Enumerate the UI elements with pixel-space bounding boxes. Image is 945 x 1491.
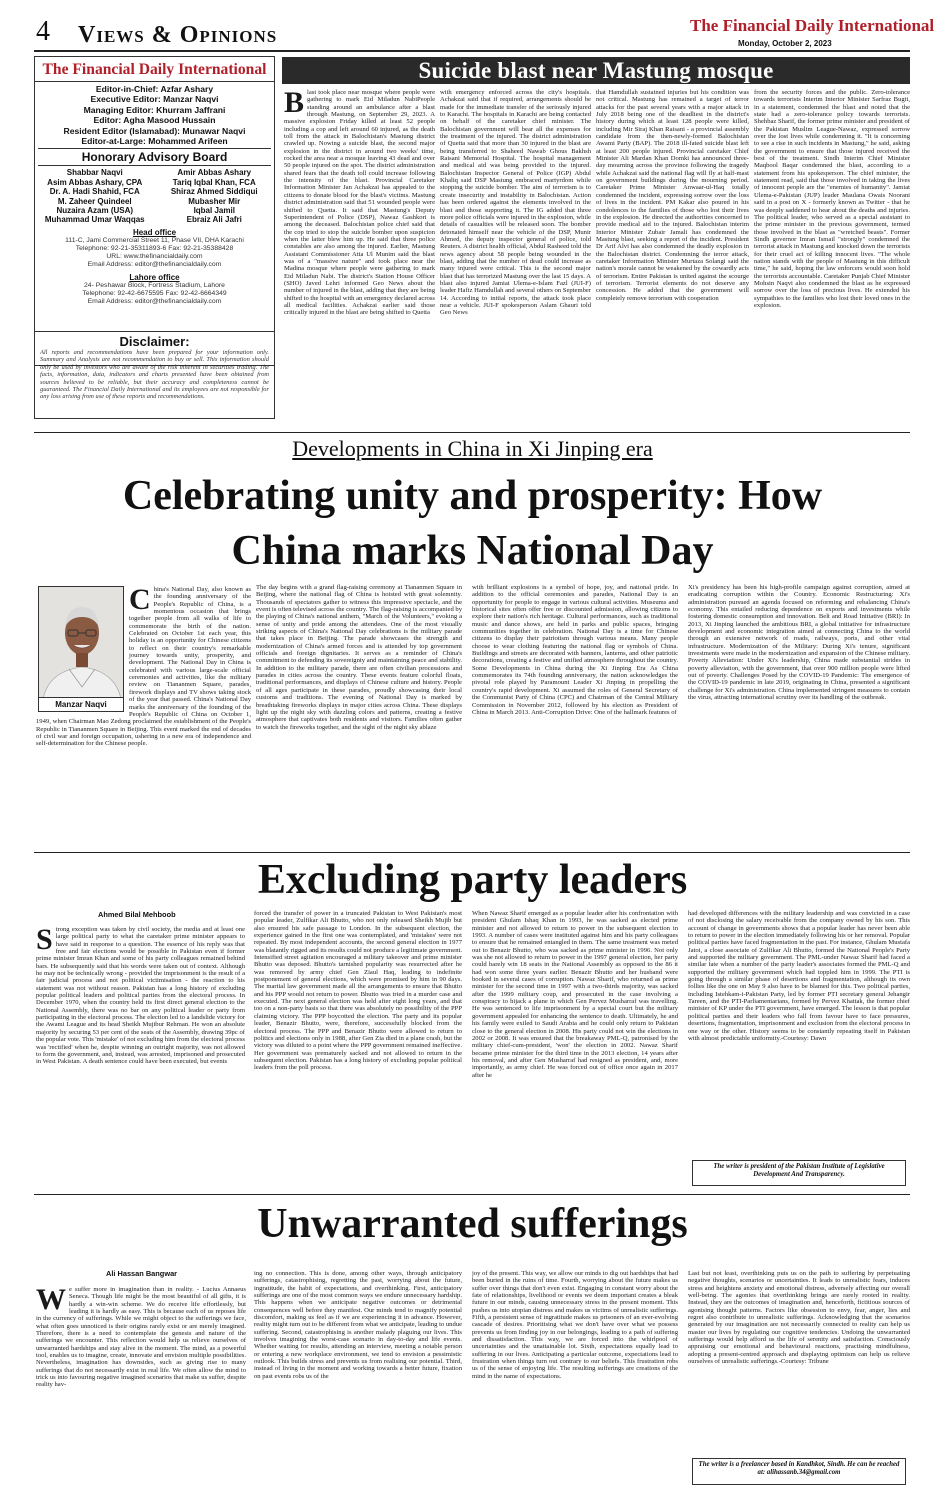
board-member: Iqbal Jamil <box>193 206 235 216</box>
board-member: Dr. A. Hadi Shahid, FCA <box>49 187 140 197</box>
staff-line: Managing Editor: Khurram Jaffrani <box>83 104 226 115</box>
lahore-office-line: 24- Peshawar Block, Fortress Stadium, Lahore <box>84 281 225 289</box>
board-member: Amir Abbas Ashary <box>177 168 252 178</box>
staff-line: Editor-at-Large: Mohammed Arifeen <box>81 136 228 147</box>
article1-column <box>596 89 749 427</box>
advisory-board-list <box>35 168 274 224</box>
article3-column <box>254 910 462 1190</box>
article1-text: that Hamdullah sustained injuries but his condition was not critical. Mastung has remained a target of terror attacks for the past several years with a major attack in July 2018 being one of the deadliest in the district's history during which at least 128 people were killed, including Mir Siraj Khan Raisani - a provincial assembly candidate from the then-newly-formed Balochistan Awami Party (BAP). The 2018 ill-fated suicide blast left at least 200 people injured. Provincial caretaker Chief Minister Ali Mardan Khan Domki has announced three-day mourning across the province following the tragedy while Achakzai said the national flag will fly at half-mast on government buildings during the mourning period. Caretaker Prime Minister Anwaar-ul-Haq totally condemned the incident, expressing sorrow over the loss of lives in the incident. PM Kakar also poured in his condolences to the families of those who lost their lives in the explosion. He directed the authorities concerned to provide medical aid to the injured. Balochistan interim Interior Minister Zubair Jamali has condemned the Mastung blast, seeking a report of the incident. President Dr Arif Alvi has also condemned the deadly explosion in the Balochistan district. Condemning the terror attack, caretaker Information Minister Murtaza Solangi said the nation's morale cannot be weakened by the cowardly acts of terrorism. Entire Pakistan is united against the scourge of terrorism. Terrorist elements do not deserve any concession. He added that the government will completely remove terrorism with cooperation <box>596 89 749 302</box>
photo-wrap-spacer <box>36 586 129 714</box>
board-member: Shiraz Ahmed Siddiqui <box>170 187 258 197</box>
article3-text: trong exception was taken by civil society, the media and at least one large political party to what the caretaker prime minister appears to have said in response to a question. The essence of his reply was that free and fair elections would be possible in Pakistan even if former prime minister Imran Khan and some of his party colleagues remained behind bars. He subsequently said that his words were taken out of context. Although he may not be technically wrong - provided the imprisonment is the result of a fair judicial process and not political victimisation - the reaction to his statement was not without reason. Pakistan has a long history of excluding popular political leaders and political parties from the electoral process. In December 1970, when the country held its first direct general election to the National Assembly, there was no bar on any political leader or party from participating in the electoral process. The election led to a landslide victory for the Awami League and its head Sheikh Mujibur Rehman. He won an absolute majority by securing 53 per cent of the seats of the Assembly, drawing 39pc of the popular vote. This 'mistake' of not excluding him from the electoral process was 'rectified' when he, despite winning an outright majority, was not allowed to form the government, and, instead, was arrested, imprisoned and prosecuted in West Pakistan. A death sentence could have been executed, but events <box>36 926 245 1066</box>
article3-text: had developed differences with the military leadership and was convicted in a case of not disclosing the salary receivable from the company owned by his son. This account of change in governments shows that a popular leader has never been able to return to power in the election immediately following his or her removal. Popular political parties have faced fragmentation in the past. For instance, Ghulam Mustafa Jatoi, a close associate of Zulfikar Ali Bhutto, formed the National People's Party and supported the military government. The PML-under Nawaz Sharif had faced a similar fate when a number of the party leader's associates formed the PML-Q and supported the military government which had toppled him in 1999. The PTI is going through a similar phase of desertions and fragmentation, although its own follies like the one on May 9 also have to be blamed for this. Two political parties, including Istehkam-i-Pakistan Party, led by former PTI secretary general Jehangir Tareen, and the PTI-Parliamentarians, formed by Pervez Khattak, the former chief minister of KP under the PTI government, have emerged. The lesson is that popular political parties and their leaders who fall from favour have to face pressures, desertions, fragmentation, imprisonment and exclusion from the electoral process in one way or the other. History seems to be constantly repeating itself in Pakistan with almost predictable uniformity.-Courtesy: Dawn <box>688 910 910 1042</box>
board-member: Asim Abbas Ashary, CPA <box>47 177 143 187</box>
head-office-title: Head office <box>132 227 177 237</box>
article3-text: When Nawaz Sharif emerged as a popular leader after his confrontation with president Ghulam Ishaq Khan in 1993, he was sacked as elected prime minister and not allowed to return to power in the subsequent election in 1993. A number of cases were instituted against him and his party colleagues to ensure that he remained entangled in them. The same treatment was meted out to Benazir Bhutto, who was sacked as prime minister in 1996. Not only was she not allowed to return to power in the 1997 general election, her party could barely win 18 seats in the National Assembly as opposed to the 86 it had won some three years earlier. Benazir Bhutto and her husband were booked in several cases of corruption. Nawaz Sharif, who returned as prime minister for the second time in 1997 with a two-thirds majority, was sacked after the 1999 military coup, and prosecuted in the case involving a conspiracy to hijack a plane in which Gen Pervez Musharraf was travelling. He was sentenced to life imprisonment by a special court but the military government appealed for enhancing the sentence to death. Ultimately, he and his family were exiled to Saudi Arabia and he could only return to Pakistan close to the general election in 2008. His party could not win the elections in 2002 or 2008. It was ensured that the breakaway PML-Q, patronised by the military chief-cum-president, 'won' the election in 2002. Nawaz Sharif became prime minister for the third time in the 2013 election, 14 years after his removal, and after Gen Musharraf had resigned as president, and, more importantly, as army chief. He was forced out of office once again in 2017 after he <box>472 910 678 1079</box>
board-member: M. Zaheer Quindeel <box>57 196 132 206</box>
article1-text: with emergency enforced across the city's hospitals. Achakzai said that if required, arrangements should be made for the immediate transfer of the seriously injured to Karachi. The hospitals in Karachi are being contacted on behalf of the caretaker chief minister. The Balochistan government will bear all the expenses for the treatment of the injured. The district administration of Quetta said that more than 30 injured in the blast are being transferred to Shaheed Nawab Ghous Bakhsh Raisani Memorial Hospital. The hospital management and medical aid was being provided to the injured. Balochistan Inspector General of Police (IGP) Abdul Khaliq said DSP Mastung embraced martyrdom while stopping the suicide bomber. The aim of terrorism is to create insecurity and instability in Balochistan. Action has been ordered against the elements involved in the blast and those supporting it. The IG added that three more police officials were injured in the explosion, while details of casualties will be released soon. The bomber detonated himself near the vehicle of the DSP, Munir Ahmed, the deputy inspector general of police, told Reuters. A district health official, Abdul Rasheed told the news agency about 58 people being wounded in the blast, adding that the number of dead could increase as many injured were critical. This is the second major blast that has terrorized Mastung over the last 15 days. A blast also injured Jamiat Ulema-e-Islam Fazl (JUI-F) leader Hafiz Hamdullah and several others on September 14. According to initial reports, the attack took place near a vehicle. JUI-F spokesperson Aslam Ghauri told Geo News <box>440 89 591 317</box>
article3-dropcap: S <box>36 926 53 956</box>
lahore-office-title: Lahore office <box>129 272 180 282</box>
header-rule <box>34 50 910 52</box>
article4-column <box>254 1270 462 1482</box>
article4-title: Unwarranted sufferings <box>257 1201 688 1247</box>
article4-text: joy of the present. This way, we allow our minds to dig out hardships that had been buried in the ruins of time. Fourth, worrying about the future makes us suffer over things that don't even exist. Engaging in constant worry about the fate of relationships, livelihood or events we deem important creates a bleak future in our minds, causing unnecessary stress in the present moment. This pushes us into utopian distress and makes us victims of unrealistic sufferings. Fifth, a persistent sense of ingratitude makes us prisoners of an ever-evolving cascade of desires. Prioritising what we don't have over what we possess prevents us from finding joy in our belongings, leading to a path of suffering and dissatisfaction. This way, we are forced into the whirlpool of uncertainties and the unattainable lot. Sixth, expectations equally lead to suffering in our lives. Anticipating a particular outcome, expectations lead to frustration when things turn out contrary to our beliefs. This frustration robs us of the sense of enjoying life. The resulting sufferings are creations of the mind in the name of expectations. <box>472 1270 678 1380</box>
article2-column <box>36 586 251 866</box>
staff-line: Resident Editor (Islamabad): Munawar Naqvi <box>63 125 246 136</box>
article1-column <box>284 89 435 427</box>
article2-column <box>688 584 910 866</box>
board-member: Tariq Iqbal Khan, FCA <box>172 177 256 187</box>
article3-column <box>472 910 678 1190</box>
article3-byline: Ahmed Bilal Mehboob <box>98 910 176 919</box>
article1-column <box>440 89 591 427</box>
article3-column <box>36 926 245 1190</box>
head-office-line: Email Address: editor@thefinancialdaily.com <box>87 261 222 269</box>
article1-text: last took place near mosque where people were gathering to mark Eid Miladun NabiPeople standing around an ambulance after a blast through Mastung, on September 29, 2023. A massive explosion Friday killed at least 52 people including a cop and left around 60 injured, as the death toll from the attack in Balochistan's Mastung district crawled up. Nowing a suicide blast, the second major explosion in the district in around two weeks' time, rocked the area near a mosque leaving 43 dead and over 50 people injured on the spot. The district administration shared fears that the death toll could increase following the intensity of the blast. Provincial Caretaker Information Minister Jan Achakzai has appealed to the citizens to donate blood for the blast's victims. Mastung district administration said that 51 wounded people were shifted to Quetta. It said that Mastung's Deputy Superintendent of Police (DSP), Nawaz Gashkori is among the deceased. Balochistan police chief said that the cop tried to stop the suicide bomber upon suspicion when the latter blew him up. He said that three police constables are also among the injured. Earlier, Mastung Assistant Commissioner Atta Ul Munim said the blast was of a "massive nature" and took place near the Madina mosque where people were gathering to mark Eid Miladun Nabi. The district's Station House Officer (SHO) Javed Lehri informed Geo News about the number of injured in the blast, adding that they are being shifted to the hospital with an emergency declared across all medical facilities. Achakzai earlier said those critically injured in the blast are being shifted to Quetta <box>284 89 435 317</box>
masthead-paper-name: The Financial Daily International <box>35 57 274 82</box>
section-divider <box>34 432 910 433</box>
masthead-box <box>34 56 275 366</box>
lahore-office-line: Telephone: 92-42-6675595 Fax: 92-42-6664349 <box>82 289 227 297</box>
board-member: Mubasher Mir <box>188 196 241 206</box>
header-date: Monday, October 2, 2023 <box>738 39 832 48</box>
disclaimer-text: All reports and recommendations have been prepared for your information only. Summary and Analysis are not recommendation to buy or sell. This information should only be used by investors who are aware of the risk inherent in securities trading. The facts, information, data, indicators and charts presented have been obtained from sources believed to be reliable, but their accuracy and completeness cannot be guaranteed. The Financial Daily International and its employees are not responsible for any loss arising from use of these reports and recommendations. <box>40 349 269 401</box>
article3-author-note: The writer is president of the Pakistan Institute of Legislative Development And Transparency. <box>692 1160 906 1186</box>
board-member: Ebraiz Ali Jafri <box>186 215 242 225</box>
article1-title-banner <box>282 57 910 84</box>
article2-column <box>472 584 678 866</box>
article3-text: forced the transfer of power in a truncated Pakistan to West Pakistan's most popular leader, Zulfikar Ali Bhutto, who not only released Sheikh Mujib but also ensured his safe passage to London. In the subsequent election, the experience gained in the first one was contemplated, and 'mistakes' were not repeated. By most independent accounts, the second general election in 1977 was blatantly rigged and its results could not produce a legitimate government. Intensified street agitation encouraged a military takeover and prime minister Bhutto was deposed. Bhutto's tarnished popularity was resurrected after he was removed by army chief Gen Ziaul Haq, leading to indefinite postponement of general elections, which were promised by him in 90 days. The martial law government made all the arrangements to ensure that Bhutto and his PPP would not return to power. Bhutto was tried in a murder case and executed. The next general election was held after eight long years, and that too on a non-party basis so that there was absolutely no possibility of the PPP claiming victory. The PPP boycotted the election. The party and its popular leader, Benazir Bhutto, were, therefore, successfully blocked from the electoral process. The PPP and Benazir Bhutto were allowed to return to politics and elections only in 1988, after Gen Zia died in a plane crash, but the victory was diluted to a point where the PPP government remained ineffective. Her government was prematurely sacked and not allowed to return in the subsequent election. Pakistan has a long history of excluding popular political leaders from the poll process. <box>254 910 462 1072</box>
disclaimer-title: Disclaimer: <box>119 334 190 349</box>
head-office-line: Telephone: 92-21-35311893-6 Fax: 92-21-35388428 <box>75 245 234 253</box>
article4-column <box>472 1270 678 1482</box>
author-caption: Manzar Naqvi <box>39 697 123 711</box>
article2-title-line2: China marks National Day <box>231 528 714 574</box>
board-member: Shabbar Naqvi <box>66 168 123 178</box>
header-paper-name: The Financial Daily International <box>690 16 935 35</box>
page-number: 4 <box>36 16 50 47</box>
article3-column <box>688 910 910 1158</box>
article1-title: Suicide blast near Mastung mosque <box>418 58 774 83</box>
article2-text: hina's National Day, also known as the founding anniversary of the People's Republic of China, is a momentous occasion that brings together people from all walks of life to commemorate the birth of the nation. Celebrated on October 1st each year, this holiday is an opportunity for Chinese citizens to reflect on their country's remarkable journey towards unity, prosperity, and development. The National Day in China is celebrated with various large-scale official ceremonies and activities, like the military review on Tiananmen Square, parades, firework displays and TV shows taking stock of the year that passed. China's National Day marks the anniversary of the founding of the People's Republic of China on October 1, 1949, when Chairman Mao Zedong proclaimed the establishment of the People's Republic in Tiananmen Square in Beijing. This event marked the end of decades of civil war and foreign occupation, ushering in a new era of independence and self-determination for the Chinese people. <box>36 586 251 748</box>
section-divider <box>34 852 910 853</box>
article2-column <box>256 584 462 866</box>
article2-title-line1: Celebrating unity and prosperity: How <box>122 473 823 519</box>
head-office-line: URL: www.thefinancialdaily.com <box>106 253 203 261</box>
disclaimer-box <box>34 331 275 419</box>
article1-dropcap: B <box>284 89 305 119</box>
article1-text: from the security forces and the public. Zero-tolerance towards terrorists Interim Interior Minister Sarfraz Bugti, in a statement, condemned the blast and noted that the state had a zero-tolerance policy towards terrorists. Shehbaz Sharif, the former prime minister and president of the Pakistan Muslim League-Nawaz, expressed sorrow over the lost lives while condemning it. "It is concerning to see a rise in such incidents in Mastung," he said, asking the government to ensure that those injured received the best of the treatment. Sindh Interim Chief Minister Maqbool Baqar condemned the blast, according to a statement from his spokesperson. The chief minister, the statement read, said that those involved in taking the lives of innocent people are the "enemies of humanity". Jamiat Ulema-e-Pakistan (JUP) leader Maulana Owais Noorani said in a post on X - formerly known as Twitter - that he was deeply saddened to hear about the deaths and injuries. The political leader, who served as a special assistant to the prime minister in the previous government, termed those involved in the blast as "wretched beasts". Former Sindh governor Imran Ismail "strongly" condemned the terrorist attack in Mastung and knocked down the terrorists for their cruel act of killing innocent lives. "The whole nation stands with the people of Mastung in this difficult time," he said, hoping the law enforcers would soon hold the terrorists accountable. Caretaker Punjab Chief Minister Mohsin Naqvi also condemned the blast as he expressed sorrow over the loss of precious lives. He extended his sympathies to the families who lost their loved ones in the explosion. <box>754 89 910 309</box>
advisory-board-title: Honorary Advisory Board <box>38 148 271 166</box>
section-divider <box>34 1194 910 1195</box>
staff-line: Editor: Agha Masood Hussain <box>93 115 216 126</box>
article3-title: Excluding party leaders <box>257 857 688 903</box>
article2-dropcap: C <box>129 586 151 616</box>
article2-text: Xi's presidency has been his high-profile campaign against corruption, aimed at eradicating corruption within the Country. Economic Restructuring: Xi's administration pursued an agenda focused on reforming and rebalancing China's economy. This entailed reducing dependence on exports and investments while fostering domestic consumption and innovation. Belt and Road Initiative (BRI): In 2013, Xi Jinping launched the ambitious BRI, a global initiative for infrastructure development and economic integration aimed at connecting China to the world through an extensive network of roads, railways, ports, and other vital infrastructure. Modernization of the Military: During Xi's tenure, significant investments were made in the modernization and expansion of the Chinese military. Poverty Alleviation: Under Xi's leadership, China made substantial strides in poverty alleviation, with the government, that over 900 million people were lifted out of poverty. Challenges Posed by the COVID-19 Pandemic: The emergence of the COVID-19 pandemic in late 2019, originating in China, presented a significant challenge for Xi's administration. China implemented stringent measures to contain the virus, attracting international scrutiny over its handling of the outbreak. <box>688 584 910 702</box>
section-title: Views & Opinions <box>78 22 278 48</box>
article2-text: with brilliant explosions is a symbol of hope, joy, and national pride. In addition to the official ceremonies and parades, National Day is an opportunity for people to engage in various cultural activities. Museums and historical sites often offer free or discounted admission, allowing citizens to explore their nation's rich heritage. Cultural performances, such as traditional music and dance shows, are held in parks and public spaces, bringing communities together in celebration. National Day is a time for Chinese citizens to display their patriotism through various means. Many people choose to wear clothing featuring the national flag or symbols of China. Buildings and streets are decorated with banners, lanterns, and other patriotic decorations, creating a festive and unified atmosphere throughout the country. Some Developments in China during the Xi Jinping Era As China commemorates its 74th founding anniversary, the nation acknowledges the pivotal role played by Paramount Leader Xi Jinping in propelling the country's rapid development. Xi assumed the roles of General Secretary of the Communist Party of China (CPC) and Chairman of the Central Military Commission in November 2012, followed by his election as President of China in March 2013. Anti-Corruption Drive: One of the hallmark features of <box>472 584 678 716</box>
article4-dropcap: W <box>36 1286 66 1316</box>
article4-text: e suffer more in imagination than in reality. - Lucius Annaeus Seneca. Though life might be the most beautiful of all gifts, it is hardly a win-win scheme. We do receive life effortlessly, but leading it is hardly as easy. This is because each of us reposes life in the currency of sufferings. While we might object to the sufferings we face, what often goes unnoticed is their origins rarely exist or are merely imagined. Therefore, there is a need to contemplate the genesis and nature of the sufferings we encounter. This reflection would help us relieve ourselves of unwarranted hardships and stay alive in the moment. The mind, as a powerful tool, enables us to imagine, create, innovate and envision multiple possibilities. Nevertheless, imagination has downsides, such as giving rise to many sufferings that do not necessarily exist in real life. We often allow the mind to trick us into favouring negative imagined scenarios that make us suffer, despite reality hav- <box>36 1286 246 1389</box>
staff-list <box>35 82 274 146</box>
head-office-line: 111-C, Jami Commercial Street 11, Phase VII, DHA Karachi <box>65 236 244 244</box>
article4-author-note: The writer is a freelancer based in Kandhkot, Sindh. He can be reached at: alihassanb.34@gmail.com <box>692 1458 906 1485</box>
lahore-office-line: Email Address: editor@thefinancialdaily.com <box>87 298 222 306</box>
article4-column <box>688 1270 910 1452</box>
article2-kicker: Developments in China in Xi Jinping era <box>292 436 653 461</box>
board-member: Nuzaira Azam (USA) <box>56 206 134 216</box>
article4-column <box>36 1286 246 1482</box>
staff-line: Editor-in-Chief: Azfar Ashary <box>95 84 214 94</box>
article4-byline: Ali Hassan Bangwar <box>106 1269 178 1278</box>
article4-text: ing no connection. This is done, among other ways, through anticipatory sufferings, catastrophising, regretting the past, worrying about the future, ingratitude, the habit of expectations, and overthinking. First, anticipatory sufferings are one of the most common ways we endure unnecessary hardship. This happens when we anticipate negative outcomes or detrimental consequences well before they manifest. Our minds tend to magnify potential discomfort, making us feel as if we are experiencing it in advance. However, reality might turn out to be different from what we anticipate, leading to undue suffering. Second, catastrophising is another malady plaguing our lives. This involves imagining the worst-case scenario in day-to-day and life events. Whether waiting for results, attending an interview, meeting a notable person or entering a new workplace environment, we tend to envision a pessimistic outlook. This builds stress and prevents us from realising our potential. Third, instead of living in the moment and working towards a better future, fixation on past events robs us of the <box>254 1270 462 1380</box>
article2-text: The day begins with a grand flag-raising ceremony at Tiananmen Square in Beijing, where the national flag of China is hoisted with great solemnity. Thousands of spectators gather to witness this impressive spectacle, and the event is often televised across the country. The flag-raising is accompanied by the playing of China's national anthem, "March of the Volunteers," evoking a sense of unity and pride among the attendees. One of the most visually striking aspects of China's National Day celebrations is the military parade that takes place in Beijing. The parade showcases the strength and modernization of China's armed forces and is attended by top government officials and foreign dignitaries. It serves as a reminder of China's commitment to defending its sovereignty and maintaining peace and stability. In addition to the military parade, there are often civilian processions and parades in cities across the country. These events feature colorful floats, traditional performances, and displays of Chinese culture and history. People of all ages participate in these parades, proudly showcasing their local customs and traditions. The evening of National Day is marked by breathtaking fireworks displays in major cities across China. These displays light up the night sky with dazzling colors and patterns, creating a festive atmosphere that captivates both residents and visitors. Families often gather to watch the fireworks together, and the sight of the night sky ablaze <box>256 584 462 731</box>
staff-line: Executive Editor: Manzar Naqvi <box>90 94 219 105</box>
article1-column <box>754 89 910 427</box>
board-member: Muhammad Umar Waqqas <box>44 215 145 225</box>
article4-text: Last but not least, overthinking puts us on the path to suffering by perpetuating negative thoughts, scenarios or uncertainties. It leads to unrealistic fears, induces stress and heightens anxiety and emotional distress, adversely affecting our overall well-being. The agonies that overthinking brings are rarely rooted in reality. Instead, they are the outcomes of imagination and, henceforth, fictitious sources of agonising thought patterns. Factors like obsession to envy, fear, anger, lies and regret also contribute to unrealistic sufferings. Acknowledging that the scenarios generated by our imagination are not necessarily connected to reality can help us master our lives by regulating our cognitive tendencies. Undoing the unwarranted sufferings would help afford us the life of serenity and satisfaction. Consciously appraising our emotional and behavioural reactions, practising mindfulness, adopting a present-centred approach and displaying optimism can help us relieve ourselves of unrealistic sufferings.-Courtesy: Tribune <box>688 1270 910 1366</box>
